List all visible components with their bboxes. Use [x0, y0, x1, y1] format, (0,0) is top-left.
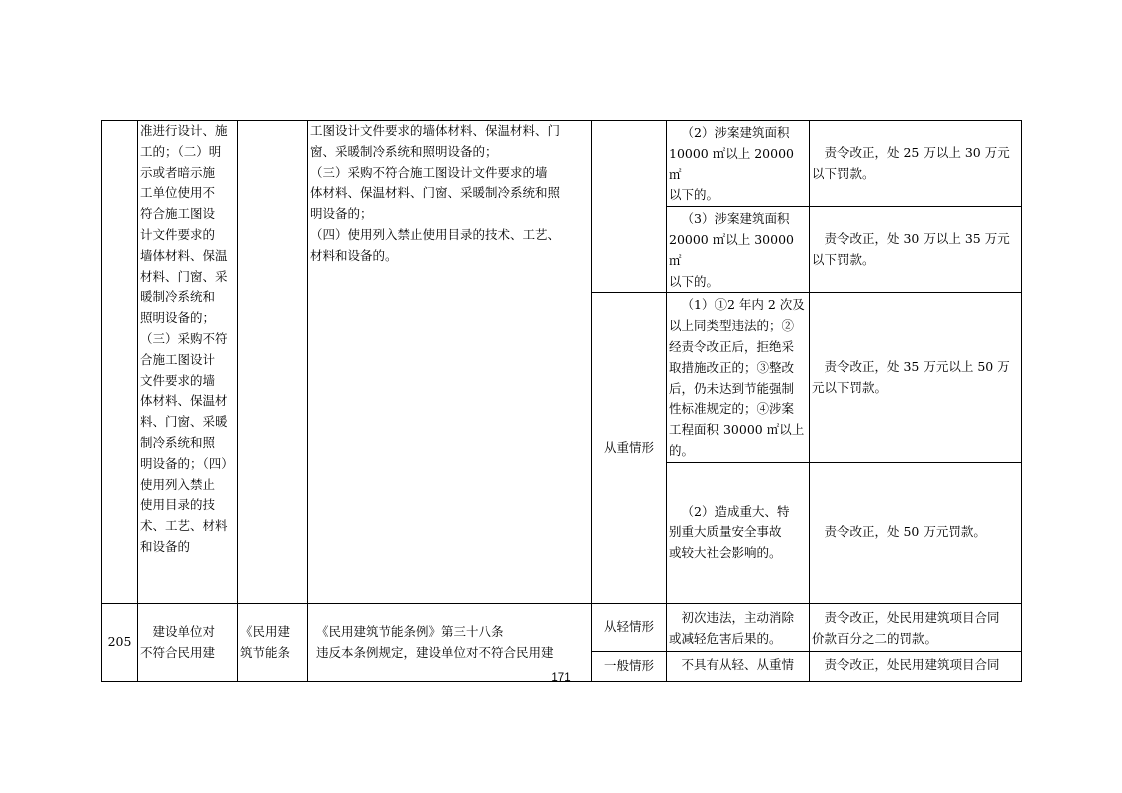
table-row — [102, 121, 1022, 207]
penalty-table — [101, 120, 1022, 682]
condition-cell: （2）造成重大、特 别重大质量安全事故 或较大社会影响的。 — [667, 462, 810, 603]
circumstance-cell — [592, 121, 667, 293]
condition-cell: （3）涉案建筑面积 20000 ㎡以上 30000 ㎡ 以下的。 — [667, 207, 810, 293]
table-row — [102, 603, 1022, 651]
circumstance-cell: 从轻情形 — [592, 603, 667, 651]
violation-cell: 建设单位对 不符合民用建 — [138, 603, 238, 681]
severe-circumstance-label: 从重情形 — [592, 293, 667, 603]
page-number: 171 — [551, 672, 571, 684]
circumstance-cell: 一般情形 — [592, 651, 667, 681]
serial-cell — [102, 121, 138, 604]
condition-cell: 不具有从轻、从重情 — [667, 651, 810, 681]
provision-cell: 工图设计文件要求的墙体材料、保温材料、门 窗、采暖制冷系统和照明设备的； （三）采购不符合施工图设计文件要求的墙 体材料、保温材料、门窗、采暖制冷系统和照 明设备的； （四）使用列入禁止使用目录的技术、工艺、 材料和设备的。 — [308, 121, 592, 604]
violation-cell: 准进行设计、施 工的；（二）明 示或者暗示施 工单位使用不 符合施工图设 计文件要求的 墙体材料、保温 材料、门窗、采 暖制冷系统和 照明设备的； （三）采购不符 合施工图设计 文件要求的墙 体材料、保温材 料、门窗、采暖 制冷系统和照 明设备的；（四） 使用列入禁止 使用目录的技 术、工艺、材料 和设备的 — [138, 121, 238, 604]
provision-cell: 《民用建筑节能条例》第三十八条 违反本条例规定，建设单位对不符合民用建 — [308, 603, 592, 681]
basis-cell: 《民用建 筑节能条 — [238, 603, 308, 681]
penalty-cell: 责令改正，处 50 万元罚款。 — [810, 462, 1022, 603]
item-number: 205 — [102, 603, 138, 681]
penalty-cell: 责令改正，处民用建筑项目合同 价款百分之二的罚款。 — [810, 603, 1022, 651]
penalty-cell: 责令改正，处 35 万元以上 50 万 元以下罚款。 — [810, 293, 1022, 462]
basis-cell — [238, 121, 308, 604]
penalty-cell: 责令改正，处 30 万以上 35 万元 以下罚款。 — [810, 207, 1022, 293]
penalty-cell: 责令改正，处民用建筑项目合同 — [810, 651, 1022, 681]
penalty-cell: 责令改正，处 25 万以上 30 万元 以下罚款。 — [810, 121, 1022, 207]
condition-cell: （1）①2 年内 2 次及 以上同类型违法的；② 经责令改正后，拒绝采 取措施改正的；③整改 后，仍未达到节能强制 性标准规定的；④涉案 工程面积 30000 ㎡以上 的。 — [667, 293, 810, 462]
condition-cell: （2）涉案建筑面积 10000 ㎡以上 20000 ㎡ 以下的。 — [667, 121, 810, 207]
condition-cell: 初次违法，主动消除 或减轻危害后果的。 — [667, 603, 810, 651]
